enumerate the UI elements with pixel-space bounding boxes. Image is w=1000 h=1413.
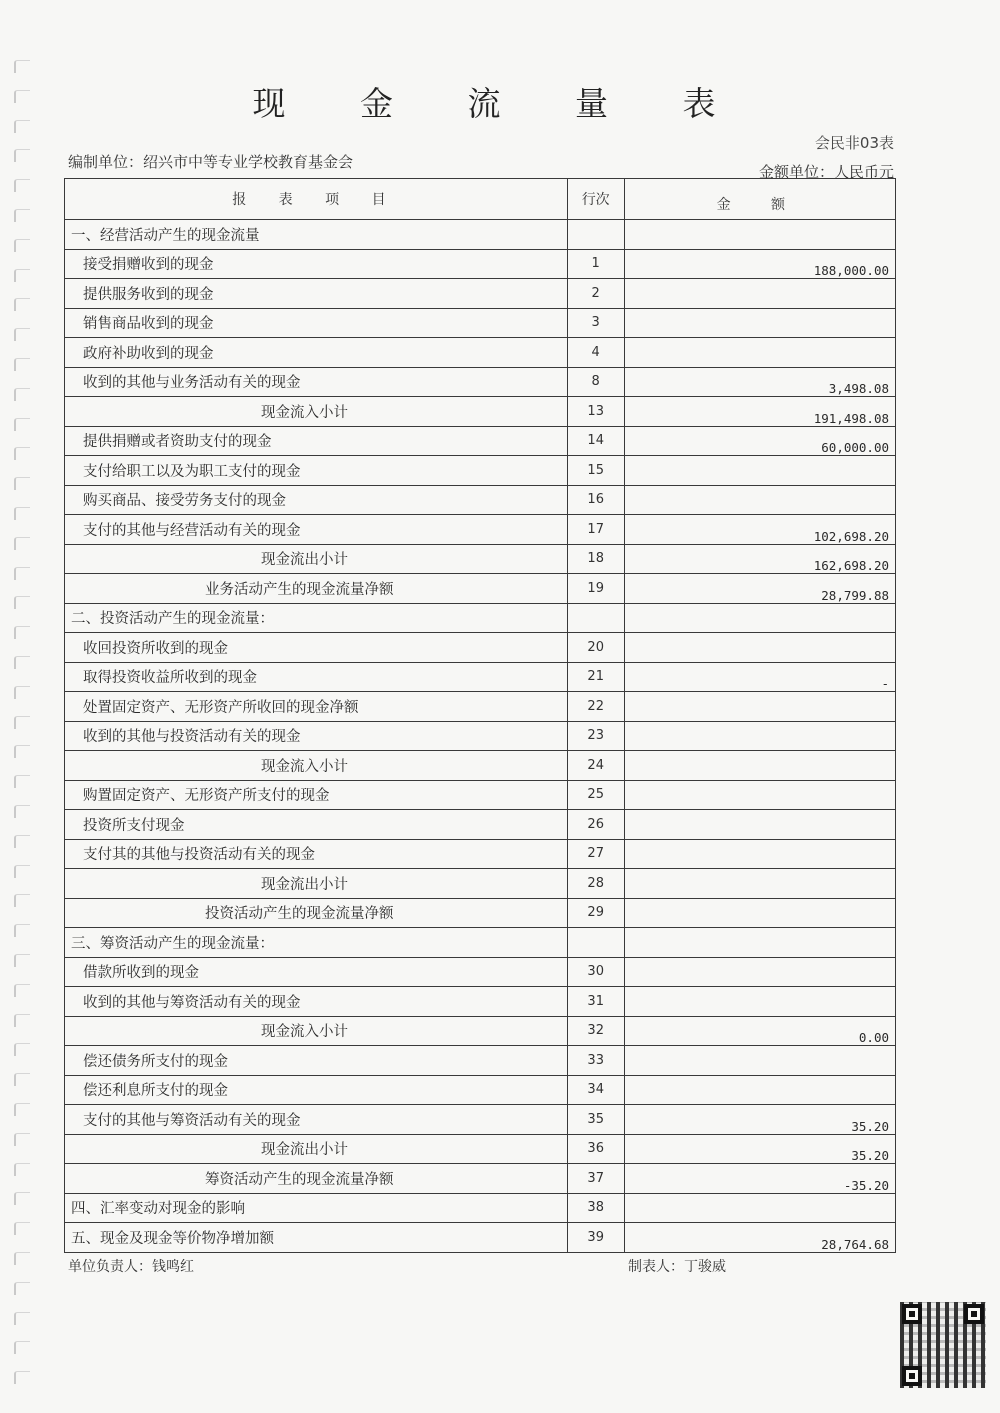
row-amount: 35.20 (624, 1134, 895, 1164)
binding-tick (14, 1192, 30, 1205)
table-row (65, 662, 896, 692)
table-row (65, 367, 896, 397)
row-item: 提供捐赠或者资助支付的现金 (65, 426, 568, 456)
row-line-number: 34 (567, 1075, 624, 1105)
form-code: 会民非03表 (814, 134, 894, 152)
row-amount: 3,498.08 (624, 367, 895, 397)
row-amount (624, 810, 895, 840)
row-amount (624, 898, 895, 928)
row-line-number: 29 (567, 898, 624, 928)
row-item: 偿还利息所支付的现金 (65, 1075, 568, 1105)
row-line-number: 22 (567, 692, 624, 722)
row-item: 支付的其他与筹资活动有关的现金 (65, 1105, 568, 1135)
row-amount (624, 987, 895, 1017)
binding-tick (14, 865, 30, 878)
binding-tick (14, 507, 30, 520)
table-row (65, 721, 896, 751)
row-amount (624, 633, 895, 663)
row-amount: -35.20 (624, 1164, 895, 1194)
table-row (65, 780, 896, 810)
binding-tick (14, 537, 30, 550)
table-row (65, 1016, 896, 1046)
row-line-number: 19 (567, 574, 624, 604)
row-amount: 0.00 (624, 1016, 895, 1046)
row-item: 收到的其他与投资活动有关的现金 (65, 721, 568, 751)
binding-tick (14, 1222, 30, 1235)
binding-tick (14, 1073, 30, 1086)
row-line-number: 33 (567, 1046, 624, 1076)
row-amount (624, 603, 895, 633)
table-preparer: 制表人：丁骏威 (628, 1259, 726, 1275)
row-amount: 28,799.88 (624, 574, 895, 604)
table-row (65, 987, 896, 1017)
row-amount (624, 1075, 895, 1105)
row-item: 收回投资所收到的现金 (65, 633, 568, 663)
row-item: 取得投资收益所收到的现金 (65, 662, 568, 692)
row-line-number: 31 (567, 987, 624, 1017)
table-row (65, 751, 896, 781)
unit-responsible: 单位负责人：钱鸣红 (68, 1259, 194, 1275)
binding-margin (14, 60, 32, 1400)
table-row (65, 1193, 896, 1223)
table-row (65, 1134, 896, 1164)
table-row (65, 279, 896, 309)
row-line-number: 14 (567, 426, 624, 456)
binding-tick (14, 1341, 30, 1354)
binding-tick (14, 1312, 30, 1325)
row-line-number: 38 (567, 1193, 624, 1223)
row-line-number: 24 (567, 751, 624, 781)
row-amount: - (624, 662, 895, 692)
binding-tick (14, 656, 30, 669)
row-line-number: 17 (567, 515, 624, 545)
row-line-number: 25 (567, 780, 624, 810)
row-line-number: 30 (567, 957, 624, 987)
binding-tick (14, 567, 30, 580)
row-amount (624, 869, 895, 899)
binding-tick (14, 239, 30, 252)
binding-tick (14, 447, 30, 460)
binding-tick (14, 60, 30, 73)
row-item: 收到的其他与业务活动有关的现金 (65, 367, 568, 397)
row-item: 购买商品、接受劳务支付的现金 (65, 485, 568, 515)
binding-tick (14, 388, 30, 401)
row-item: 现金流入小计 (65, 397, 568, 427)
binding-tick (14, 209, 30, 222)
row-item: 现金流入小计 (65, 751, 568, 781)
table-row (65, 810, 896, 840)
row-line-number: 35 (567, 1105, 624, 1135)
row-item: 业务活动产生的现金流量净额 (65, 574, 568, 604)
row-line-number: 28 (567, 869, 624, 899)
row-amount (624, 839, 895, 869)
row-line-number: 23 (567, 721, 624, 751)
row-item: 借款所收到的现金 (65, 957, 568, 987)
row-item: 一、经营活动产生的现金流量 (65, 220, 568, 250)
table-row (65, 603, 896, 633)
row-item: 四、汇率变动对现金的影响 (65, 1193, 568, 1223)
page-title: 现 金 流 量 表 (252, 84, 748, 123)
table-row (65, 1223, 896, 1253)
preparing-organization: 编制单位：绍兴市中等专业学校教育基金会 (68, 153, 354, 171)
binding-tick (14, 984, 30, 997)
table-row (65, 898, 896, 928)
row-item: 偿还债务所支付的现金 (65, 1046, 568, 1076)
row-item: 销售商品收到的现金 (65, 308, 568, 338)
row-line-number: 20 (567, 633, 624, 663)
row-line-number: 21 (567, 662, 624, 692)
row-line-number: 15 (567, 456, 624, 486)
row-line-number: 18 (567, 544, 624, 574)
row-amount (624, 456, 895, 486)
binding-tick (14, 1133, 30, 1146)
table-row (65, 869, 896, 899)
row-item: 处置固定资产、无形资产所收回的现金净额 (65, 692, 568, 722)
row-item: 支付其的其他与投资活动有关的现金 (65, 839, 568, 869)
row-item: 政府补助收到的现金 (65, 338, 568, 368)
table-row (65, 839, 896, 869)
binding-tick (14, 894, 30, 907)
table-row (65, 574, 896, 604)
binding-tick (14, 924, 30, 937)
row-line-number: 13 (567, 397, 624, 427)
binding-tick (14, 477, 30, 490)
row-item: 现金流出小计 (65, 869, 568, 899)
binding-tick (14, 269, 30, 282)
cash-flow-table (64, 178, 896, 1253)
row-item: 投资所支付现金 (65, 810, 568, 840)
row-item: 二、投资活动产生的现金流量： (65, 603, 568, 633)
table-row (65, 692, 896, 722)
row-amount (624, 721, 895, 751)
binding-tick (14, 1014, 30, 1027)
row-line-number: 37 (567, 1164, 624, 1194)
header-item: 报 表 项 目 (65, 179, 568, 220)
row-amount (624, 1046, 895, 1076)
binding-tick (14, 1103, 30, 1116)
row-amount (624, 751, 895, 781)
binding-tick (14, 1163, 30, 1176)
row-amount: 28,764.68 (624, 1223, 895, 1253)
binding-tick (14, 596, 30, 609)
row-line-number: 32 (567, 1016, 624, 1046)
row-amount (624, 957, 895, 987)
row-item: 提供服务收到的现金 (65, 279, 568, 309)
table-row (65, 1046, 896, 1076)
binding-tick (14, 1371, 30, 1384)
currency-unit: 金额单位：人民币元 (758, 163, 894, 181)
row-amount: 162,698.20 (624, 544, 895, 574)
row-item: 投资活动产生的现金流量净额 (65, 898, 568, 928)
row-line-number: 27 (567, 839, 624, 869)
binding-tick (14, 149, 30, 162)
header-amount: 金 额 (624, 179, 895, 220)
row-amount (624, 485, 895, 515)
binding-tick (14, 1043, 30, 1056)
row-line-number: 2 (567, 279, 624, 309)
header-line: 行次 (567, 179, 624, 220)
row-amount (624, 692, 895, 722)
row-amount (624, 1193, 895, 1223)
row-item: 现金流出小计 (65, 1134, 568, 1164)
row-amount (624, 780, 895, 810)
table-row (65, 397, 896, 427)
row-item: 支付的其他与经营活动有关的现金 (65, 515, 568, 545)
binding-tick (14, 716, 30, 729)
row-line-number: 1 (567, 249, 624, 279)
binding-tick (14, 1282, 30, 1295)
row-amount: 60,000.00 (624, 426, 895, 456)
table-row (65, 426, 896, 456)
row-line-number: 3 (567, 308, 624, 338)
binding-tick (14, 298, 30, 311)
table-header-row (65, 179, 896, 220)
row-item: 现金流出小计 (65, 544, 568, 574)
row-item: 支付给职工以及为职工支付的现金 (65, 456, 568, 486)
binding-tick (14, 1252, 30, 1265)
binding-tick (14, 775, 30, 788)
row-item: 三、筹资活动产生的现金流量： (65, 928, 568, 958)
binding-tick (14, 358, 30, 371)
row-amount (624, 279, 895, 309)
table-row (65, 928, 896, 958)
row-item: 筹资活动产生的现金流量净额 (65, 1164, 568, 1194)
table-row (65, 957, 896, 987)
row-item: 现金流入小计 (65, 1016, 568, 1046)
row-amount: 188,000.00 (624, 249, 895, 279)
table-row (65, 1164, 896, 1194)
row-item: 接受捐赠收到的现金 (65, 249, 568, 279)
binding-tick (14, 745, 30, 758)
row-line-number (567, 928, 624, 958)
row-line-number: 16 (567, 485, 624, 515)
table-row (65, 633, 896, 663)
table-row (65, 515, 896, 545)
binding-tick (14, 686, 30, 699)
table-row (65, 308, 896, 338)
binding-tick (14, 805, 30, 818)
table-row (65, 1075, 896, 1105)
table-body (65, 220, 896, 1253)
row-amount: 35.20 (624, 1105, 895, 1135)
row-amount (624, 928, 895, 958)
row-line-number: 39 (567, 1223, 624, 1253)
row-amount (624, 338, 895, 368)
row-amount (624, 220, 895, 250)
row-line-number (567, 603, 624, 633)
binding-tick (14, 418, 30, 431)
table-row (65, 456, 896, 486)
table-row (65, 220, 896, 250)
binding-tick (14, 179, 30, 192)
qr-code (900, 1302, 986, 1388)
table-row (65, 544, 896, 574)
binding-tick (14, 954, 30, 967)
table-row (65, 249, 896, 279)
row-item: 收到的其他与筹资活动有关的现金 (65, 987, 568, 1017)
row-line-number: 4 (567, 338, 624, 368)
row-line-number: 8 (567, 367, 624, 397)
table-row (65, 338, 896, 368)
row-amount: 191,498.08 (624, 397, 895, 427)
table-row (65, 485, 896, 515)
row-amount: 102,698.20 (624, 515, 895, 545)
row-item: 五、现金及现金等价物净增加额 (65, 1223, 568, 1253)
row-line-number: 36 (567, 1134, 624, 1164)
row-item: 购置固定资产、无形资产所支付的现金 (65, 780, 568, 810)
binding-tick (14, 626, 30, 639)
binding-tick (14, 328, 30, 341)
table-row (65, 1105, 896, 1135)
row-line-number (567, 220, 624, 250)
row-line-number: 26 (567, 810, 624, 840)
binding-tick (14, 835, 30, 848)
row-amount (624, 308, 895, 338)
